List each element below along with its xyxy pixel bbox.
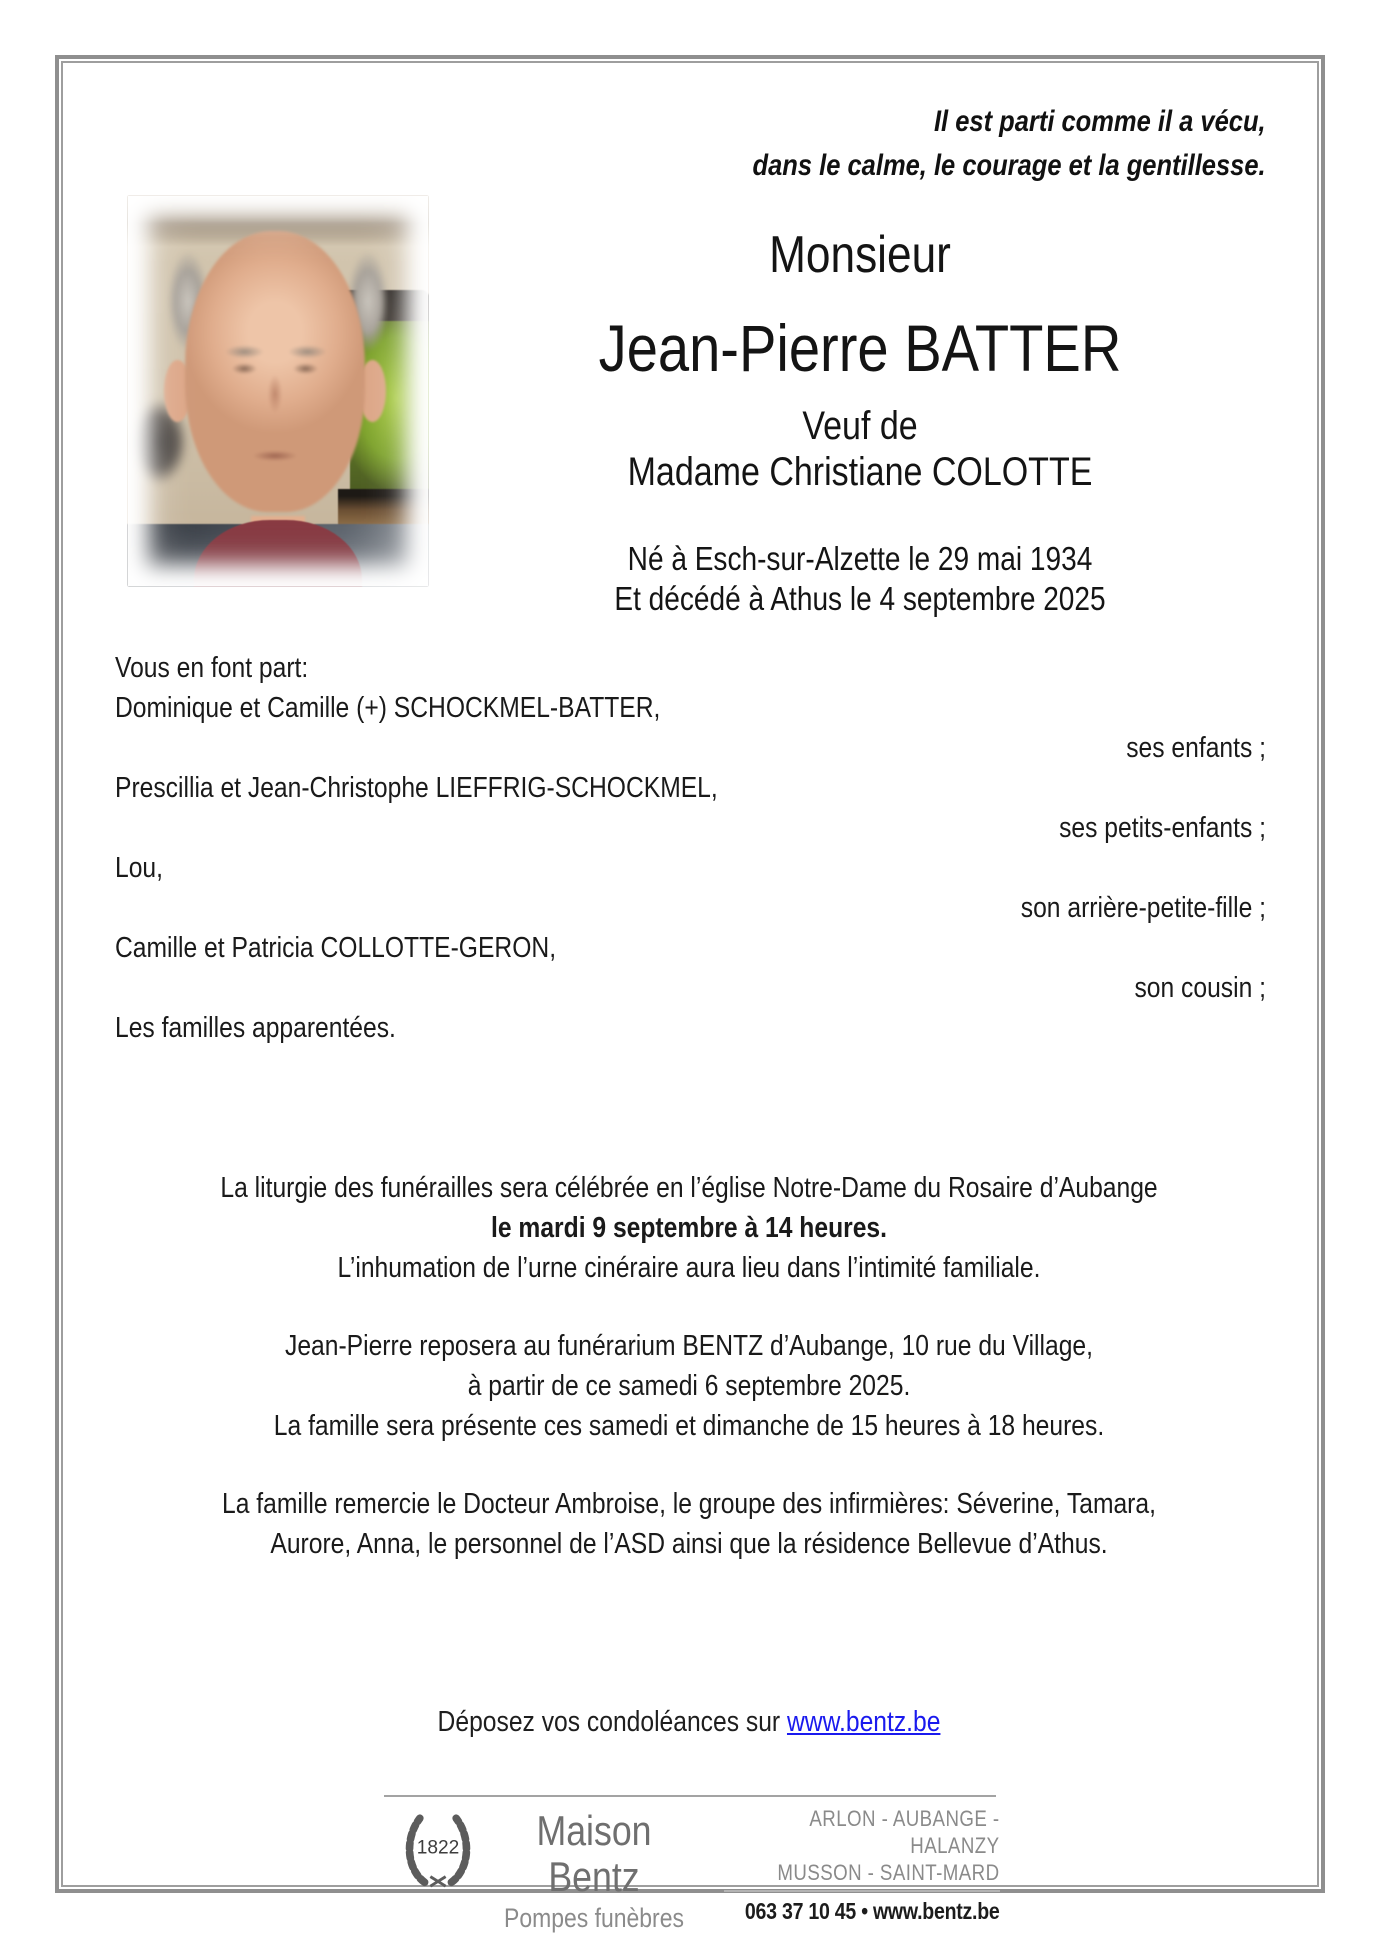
- deceased-name: Jean-Pierre BATTER: [598, 311, 1122, 385]
- portrait-photo: [128, 196, 428, 586]
- birth-line: Né à Esch-sur-Alzette le 29 mai 1934: [627, 540, 1093, 577]
- funeral-home-footer: [384, 1795, 1000, 1934]
- repose-paragraph: [60, 1326, 1318, 1446]
- family-names-4: Camille et Patricia COLLOTTE-GERON,: [115, 932, 557, 964]
- ceremony-line-1: La liturgie des funérailles sera célébrée en l’église Notre-Dame du Rosaire d’Aubange: [220, 1172, 1158, 1204]
- family-names-1: Dominique et Camille (+) SCHOCKMEL-BATTER,: [115, 692, 661, 724]
- ceremony-line-3: L’inhumation de l’urne cinéraire aura lieu dans l’intimité familiale.: [337, 1252, 1041, 1284]
- footer-mid-rule: [724, 1890, 1000, 1892]
- condolences-text: Déposez vos condoléances sur: [437, 1706, 787, 1738]
- portrait-photo-scene: [128, 196, 428, 586]
- laurel-wreath-icon: [394, 1802, 482, 1890]
- deceased-salutation: Monsieur: [769, 226, 951, 284]
- family-outro: Les familles apparentées.: [115, 1012, 396, 1044]
- epitaph-quote-line-1: Il est parti comme il a vécu,: [934, 105, 1266, 138]
- repose-line-3: La famille sera présente ces samedi et dimanche de 15 heures à 18 heures.: [273, 1410, 1105, 1442]
- brand-name: Maison Bentz: [536, 1807, 652, 1900]
- repose-line-1: Jean-Pierre reposera au funérarium BENTZ d’Aubange, 10 rue du Village,: [285, 1330, 1093, 1362]
- family-relation-2: ses petits-enfants ;: [1059, 812, 1266, 844]
- widower-label: Veuf de: [802, 404, 918, 448]
- condolences-link[interactable]: www.bentz.be: [786, 1706, 941, 1738]
- deceased-title-block: [430, 225, 1290, 619]
- epitaph-quote-line-2: dans le calme, le courage et la gentillesse.: [752, 149, 1266, 182]
- family-relation-4: son cousin ;: [1134, 972, 1266, 1004]
- condolences-line: [60, 1702, 1318, 1742]
- thanks-line-1: La famille remercie le Docteur Ambroise, le groupe des infirmières: Séverine, Tamara,: [222, 1488, 1156, 1520]
- ceremony-date-line: le mardi 9 septembre à 14 heures.: [491, 1212, 887, 1244]
- family-names-3: Lou,: [115, 852, 163, 884]
- photo-face: [185, 231, 365, 512]
- death-line: Et décédé à Athus le 4 septembre 2025: [614, 580, 1106, 617]
- epitaph-quote: [662, 100, 1266, 188]
- cities-line-2: MUSSON - SAINT-MARD: [777, 1860, 1000, 1885]
- repose-line-2: à partir de ce samedi 6 septembre 2025.: [467, 1370, 911, 1402]
- cities-line-1: ARLON - AUBANGE - HALANZY: [809, 1806, 1000, 1858]
- thanks-line-2: Aurore, Anna, le personnel de l’ASD ainsi que la résidence Bellevue d’Athus.: [270, 1528, 1108, 1560]
- family-announcement-list: [115, 648, 1266, 1048]
- thanks-paragraph: [60, 1484, 1318, 1564]
- family-names-2: Prescillia et Jean-Christophe LIEFFRIG-SCHOCKMEL,: [115, 772, 718, 804]
- established-year: 1822: [416, 1837, 460, 1859]
- family-intro: Vous en font part:: [115, 652, 309, 684]
- photo-shelf: [338, 489, 428, 524]
- family-relation-3: son arrière-petite-fille ;: [1020, 892, 1266, 924]
- family-relation-1: ses enfants ;: [1126, 732, 1266, 764]
- brand-tagline: Pompes funèbres: [504, 1903, 684, 1933]
- ceremony-paragraph: [60, 1168, 1318, 1288]
- footer-top-rule: [384, 1795, 996, 1797]
- contact-line: 063 37 10 45 • www.bentz.be: [744, 1898, 1000, 1924]
- spouse-name: Madame Christiane COLOTTE: [627, 450, 1093, 494]
